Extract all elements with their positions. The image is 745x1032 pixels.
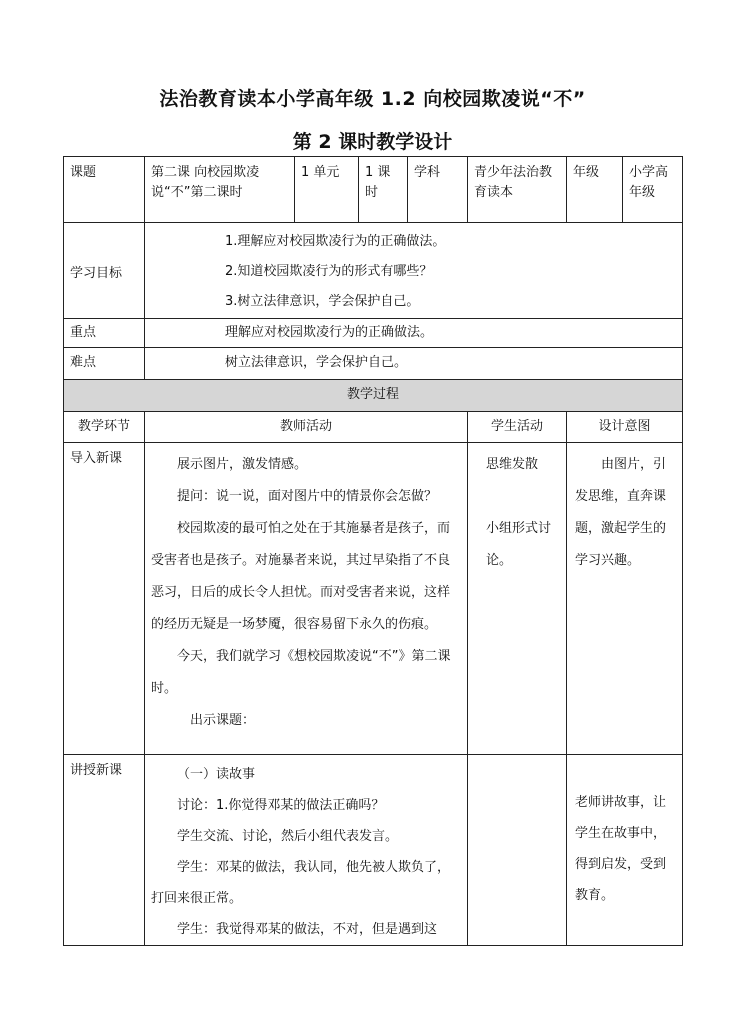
- design-intent-cell: 由图片，引发思维，直奔课题，激起学生的学习兴趣。: [567, 443, 683, 755]
- process-title: 教学过程: [64, 380, 683, 412]
- document-subtitle: 第 2 课时教学设计: [292, 131, 453, 153]
- process-title-row: [64, 380, 683, 412]
- key-point-value: 理解应对校园欺凌行为的正确做法。: [145, 319, 683, 348]
- design-intent-cell: 老师讲故事，让学生在故事中，得到启发，受到教育。: [567, 755, 683, 946]
- student-activity-cell: [468, 443, 567, 755]
- col-teacher: 教师活动: [145, 412, 468, 443]
- key-point-row: [64, 319, 683, 348]
- student-activity-cell: [468, 755, 567, 946]
- teacher-paragraph: 校园欺凌的最可怕之处在于其施暴者是孩子，而受害者也是孩子。对施暴者来说，其过早染指了不良恶习，日后的成长令人担忧。而对受害者来说，这样的经历无疑是一场梦魇，很容易留下永久的伤痕。: [151, 521, 451, 632]
- goal-item: 1.理解应对校园欺凌行为的正确做法。: [225, 234, 446, 249]
- teacher-paragraph: 展示图片，激发情感。: [177, 457, 308, 472]
- lesson-label: 课题: [64, 157, 145, 223]
- goals-row: [64, 223, 683, 319]
- col-stage: 教学环节: [64, 412, 145, 443]
- difficulty-label: 难点: [64, 348, 145, 380]
- grade-value: 小学高年级: [623, 157, 683, 223]
- goals-list: [145, 223, 683, 319]
- document-title: 法治教育读本小学高年级 1.2 向校园欺凌说“不”: [159, 88, 586, 110]
- lesson-value: 第二课 向校园欺凌说“不”第二课时: [145, 157, 295, 223]
- key-point-label: 重点: [64, 319, 145, 348]
- teacher-paragraph: 讨论：1.你觉得邓某的做法正确吗？: [177, 798, 385, 813]
- period-value: 1 课时: [359, 157, 408, 223]
- teacher-activity-cell: [145, 755, 468, 946]
- unit-value: 1 单元: [295, 157, 359, 223]
- stage-cell: 讲授新课: [64, 755, 145, 946]
- stage-cell: 导入新课: [64, 443, 145, 755]
- teacher-paragraph: 学生：邓某的做法，我认同，他先被人欺负了，打回来很正常。: [151, 860, 451, 906]
- student-paragraph: 思维发散: [486, 457, 539, 472]
- teacher-paragraph: 学生交流、讨论，然后小组代表发言。: [177, 829, 399, 844]
- subject-label: 学科: [408, 157, 468, 223]
- subject-value: 青少年法治教育读本: [468, 157, 567, 223]
- student-paragraph: 小组形式讨论。: [486, 521, 552, 568]
- col-intent: 设计意图: [567, 412, 683, 443]
- teacher-paragraph: 出示课题：: [190, 713, 256, 728]
- table-row: [64, 755, 683, 946]
- lesson-plan-table: [63, 156, 683, 946]
- goal-item: 2.知道校园欺凌行为的形式有哪些？: [225, 264, 433, 279]
- teacher-paragraph: 学生：我觉得邓某的做法，不对，但是遇到这: [177, 922, 438, 937]
- difficulty-row: [64, 348, 683, 380]
- teacher-paragraph: （一）读故事: [177, 767, 256, 782]
- difficulty-value: 树立法律意识，学会保护自己。: [145, 348, 683, 380]
- teacher-paragraph: 今天，我们就学习《想校园欺凌说“不”》第二课时。: [151, 649, 451, 696]
- grade-label: 年级: [567, 157, 623, 223]
- col-student: 学生活动: [468, 412, 567, 443]
- teacher-paragraph: 提问：说一说，面对图片中的情景你会怎做？: [177, 489, 438, 504]
- column-header-row: [64, 412, 683, 443]
- goal-item: 3.树立法律意识，学会保护自己。: [225, 294, 420, 309]
- header-row: [64, 157, 683, 223]
- table-row: [64, 443, 683, 755]
- goals-label: 学习目标: [64, 223, 145, 319]
- teacher-activity-cell: [145, 443, 468, 755]
